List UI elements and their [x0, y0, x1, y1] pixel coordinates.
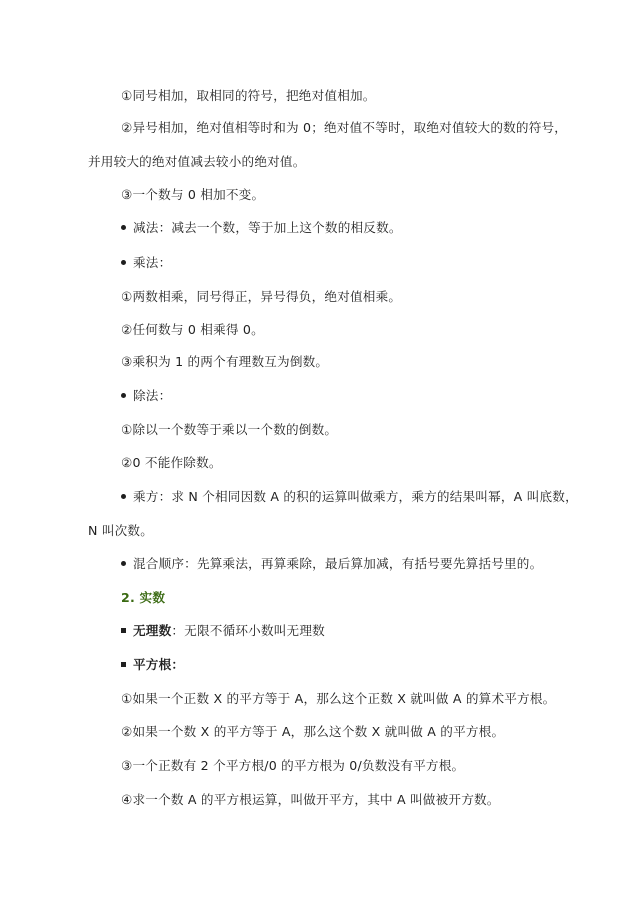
square-root-item [121, 657, 184, 673]
mixed-order-text: 混合顺序：先算乘法，再算乘除，最后算加减，有括号要先算括号里的。 [133, 556, 543, 571]
subtraction-text: 减法：减去一个数，等于加上这个数的相反数。 [133, 220, 402, 235]
section-heading-real-numbers: 2. 实数 [121, 590, 166, 605]
irrational-number-definition: ：无限不循环小数叫无理数 [171, 623, 325, 638]
multiplication-item [121, 255, 171, 271]
rule-extracting-root: ④求一个数 A 的平方根运算，叫做开平方，其中 A 叫做被开方数。 [121, 792, 500, 807]
bullet-icon [121, 393, 126, 398]
bullet-icon [121, 561, 126, 566]
exponentiation-item [121, 489, 578, 505]
rule-multiply-signs: ①两数相乘，同号得正，异号得负，绝对值相乘。 [121, 289, 402, 304]
exponentiation-text: 乘方：求 N 个相同因数 A 的积的运算叫做乘方，乘方的结果叫幂，A 叫底数， [133, 489, 578, 504]
multiplication-text: 乘法： [133, 255, 172, 270]
subtraction-item [121, 220, 402, 236]
rule-different-sign-addition-continued: 并用较大的绝对值减去较小的绝对值。 [88, 154, 306, 169]
rule-multiply-zero: ②任何数与 0 相乘得 0。 [121, 322, 264, 337]
division-text: 除法： [133, 388, 172, 403]
irrational-number-item [121, 623, 325, 639]
square-bullet-icon [121, 662, 126, 667]
bullet-icon [121, 494, 126, 499]
rule-reciprocal: ③乘积为 1 的两个有理数互为倒数。 [121, 354, 329, 369]
rule-same-sign-addition: ①同号相加，取相同的符号，把绝对值相加。 [121, 88, 376, 103]
irrational-number-term: 无理数 [133, 623, 172, 638]
division-item [121, 388, 171, 404]
rule-divide-by-number: ①除以一个数等于乘以一个数的倒数。 [121, 422, 338, 437]
rule-zero-divisor: ②0 不能作除数。 [121, 455, 222, 470]
rule-add-zero: ③一个数与 0 相加不变。 [121, 187, 265, 202]
rule-different-sign-addition: ②异号相加，绝对值相等时和为 0；绝对值不等时，取绝对值较大的数的符号， [121, 120, 568, 135]
rule-square-root-count: ③一个正数有 2 个平方根/0 的平方根为 0/负数没有平方根。 [121, 758, 465, 773]
bullet-icon [121, 225, 126, 230]
square-bullet-icon [121, 628, 126, 633]
bullet-icon [121, 260, 126, 265]
mixed-order-item [121, 556, 542, 572]
square-root-term: 平方根： [133, 657, 185, 672]
exponentiation-continued: N 叫次数。 [88, 523, 153, 538]
rule-arithmetic-square-root: ①如果一个正数 X 的平方等于 A，那么这个正数 X 就叫做 A 的算术平方根。 [121, 691, 556, 706]
rule-square-root: ②如果一个数 X 的平方等于 A，那么这个数 X 就叫做 A 的平方根。 [121, 724, 505, 739]
